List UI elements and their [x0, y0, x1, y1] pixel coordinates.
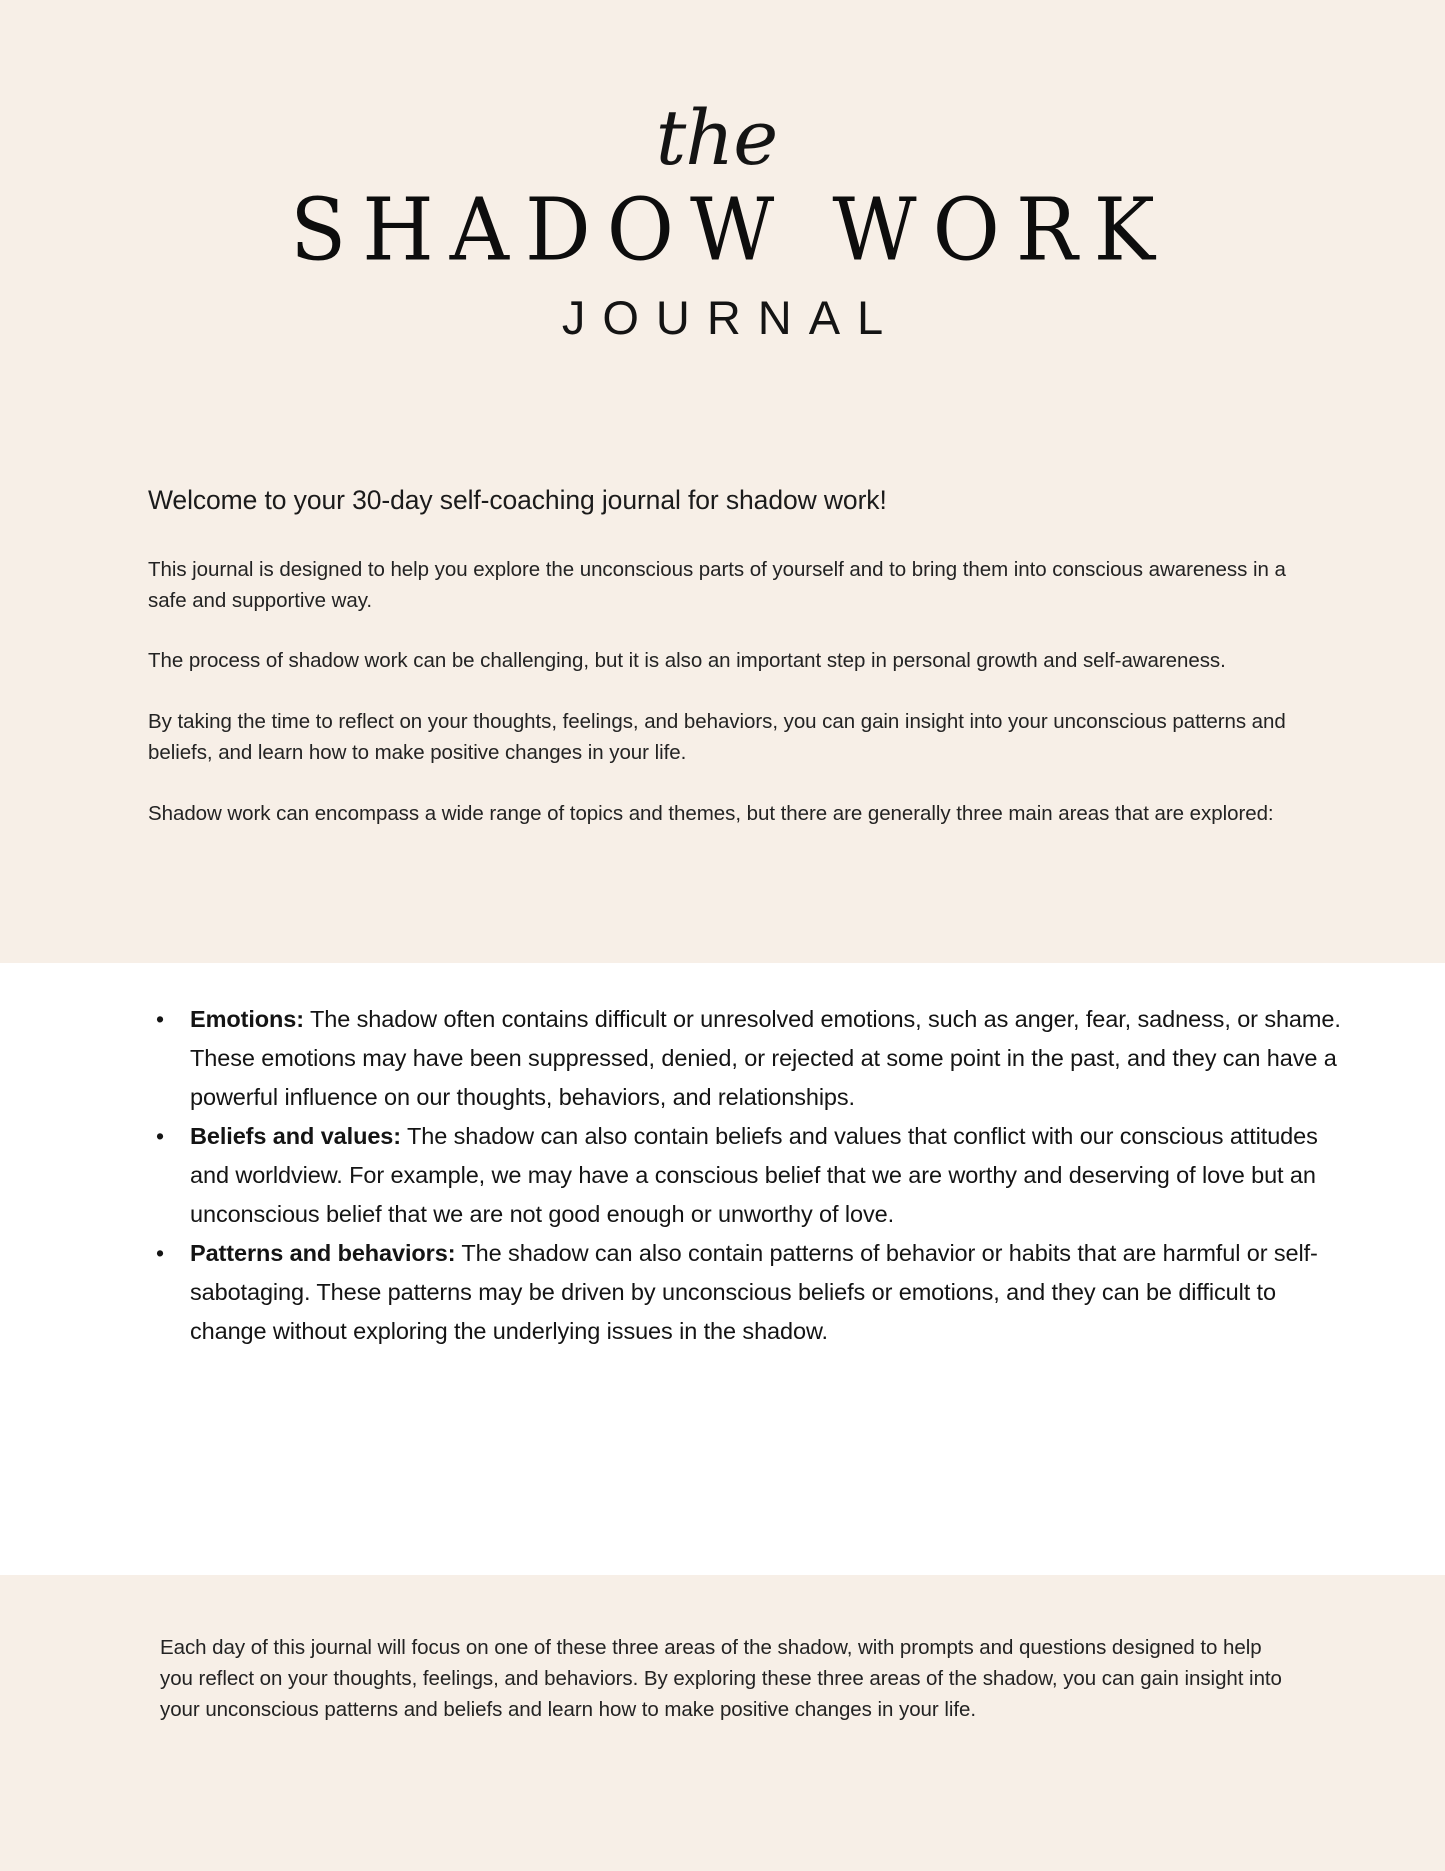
list-item-label: Beliefs and values: [190, 1123, 401, 1149]
list-item [190, 1117, 1350, 1234]
closing-section [160, 1632, 1288, 1725]
intro-paragraph-3: By taking the time to reflect on your thoughts, feelings, and behaviors, you can gain insight into your unconscious patterns and beliefs, and learn how to make positive changes in your life. [148, 710, 1286, 764]
list-item-text: The shadow can also contain patterns of behavior or habits that are harmful or self-sabotaging. These patterns may be driven by unconscious beliefs or emotions, and they can be difficult to change without exploring the underlying issues in the shadow. [190, 1240, 1318, 1344]
list-item-label: Emotions: [190, 1006, 304, 1032]
intro-paragraph-1: This journal is designed to help you explore the unconscious parts of yourself and to bring them into conscious awareness in a safe and supportive way. [148, 557, 1286, 612]
welcome-heading: Welcome to your 30-day self-coaching journal for shadow work! [148, 485, 887, 515]
list-item-label: Patterns and behaviors: [190, 1240, 456, 1266]
masthead-script-word: the [655, 93, 778, 182]
closing-paragraph: Each day of this journal will focus on one of these three areas of the shadow, with prompts and questions designed to help you reflect on your thoughts, feelings, and behaviors. By exploring these three areas of the shadow, you can gain insight into your unconscious patterns and beliefs and learn how to make positive changes in your life. [160, 1636, 1282, 1722]
intro-paragraph-4: Shadow work can encompass a wide range of topics and themes, but there are generally three main areas that are explored: [148, 801, 1274, 825]
page-title: SHADOW WORK [290, 180, 1171, 281]
list-item-text: The shadow can also contain beliefs and values that conflict with our conscious attitudes and worldview. For example, we may have a conscious belief that we are worthy and deserving of love but an unconscious belief that we are not good enough or unworthy of love. [190, 1123, 1318, 1227]
page-subtitle: JOURNAL [561, 291, 901, 344]
shadow-areas-list [148, 1000, 1350, 1351]
list-item-text: The shadow often contains difficult or unresolved emotions, such as anger, fear, sadness, or shame. These emotions may have been suppressed, denied, or rejected at some point in the past, and they can have a powerful influence on our thoughts, behaviors, and relationships. [190, 1006, 1341, 1110]
intro-paragraph-2: The process of shadow work can be challenging, but it is also an important step in personal growth and self-awareness. [148, 649, 1226, 673]
list-item [190, 1000, 1350, 1117]
intro-section [148, 483, 1303, 829]
list-item [190, 1234, 1350, 1351]
